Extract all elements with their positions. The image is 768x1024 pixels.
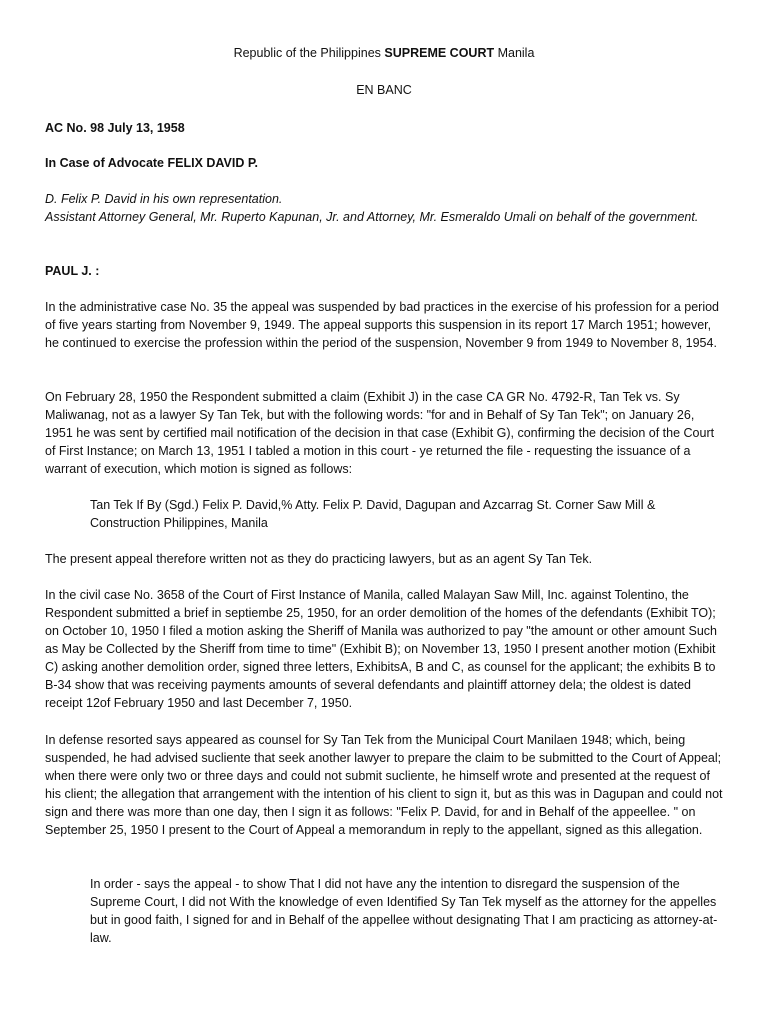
city-text: Manila	[494, 46, 535, 60]
appearance-government: Assistant Attorney General, Mr. Ruperto Kapunan, Jr. and Attorney, Mr. Esmeraldo Umali on behalf of the government.	[45, 210, 699, 224]
court-header	[0, 45, 768, 62]
appearance-respondent: D. Felix P. David in his own representation.	[45, 192, 283, 206]
block-quote-2: In order - says the appeal - to show That I did not have any the intention to disregard the suspension of the Supreme Court, I did not With the knowledge of even Identified Sy Tan Tek myself as the attorney for the appelles but in good faith, I signed for and in Behalf of the appellee without designating That I am practicing as attorney-at-law.	[90, 877, 718, 945]
paragraph-1: In the administrative case No. 35 the appeal was suspended by bad practices in the exercise of his profession for a period of five years starting from November 9, 1949. The appeal supports this suspension in its report 17 March 1951; however, he continued to exercise the profession within the period of the suspension, November 9 from 1949 to November 8, 1954.	[45, 300, 719, 350]
ponente: PAUL J. :	[45, 264, 100, 278]
republic-text: Republic of the Philippines	[233, 46, 385, 60]
paragraph-4: In the civil case No. 3658 of the Court of First Instance of Manila, called Malayan Saw Mill, Inc. against Tolentino, the Respondent submitted a brief in septiembe 25, 1950, for an order demolition of the homes of the defendants (Exhibit TO); on October 10, 1950 I filed a motion asking the Sheriff of Manila was authorized to pay "the amount or other amount Such as May be Collected by the Sheriff from time to time" (Exhibit B); on November 13, 1950 I present another motion (Exhibit C) asking another demolition order, signed three letters, ExhibitsA, B and C, as counsel for the applicant; the exhibits B to B-34 show that was receiving payments amounts of several defendants and plaintiff attorney dela; the oldest is dated receipt 12of February 1950 and last December 7, 1950.	[45, 588, 717, 710]
case-number-date: AC No. 98 July 13, 1958	[45, 121, 185, 135]
paragraph-3: The present appeal therefore written not as they do practicing lawyers, but as an agent Sy Tan Tek.	[45, 552, 593, 566]
appearances	[45, 190, 725, 226]
division-label: EN BANC	[356, 83, 412, 97]
court-name: SUPREME COURT	[384, 46, 495, 60]
case-title: In Case of Advocate FELIX DAVID P.	[45, 156, 259, 170]
paragraph-5: In defense resorted says appeared as counsel for Sy Tan Tek from the Municipal Court Manilaen 1948; which, being suspended, he had advised suclientе that seek another lawyer to prepare the claim to be submitted to the Court of Appeal; when there were only two or three days and could not submit suclientе, he himself wrote and presented at the request of his client; the allegation that arrangement with the intention of his client to sign it, but as this was in Dagupan and could not sign and there was more than one day, then I sign it as follows: "Felix P. David, for and in Behalf of the appeellee. " on September 25, 1950 I present to the Court of Appeal a memorandum in reply to the appellant, signed as this allegation.	[45, 733, 723, 837]
block-quote-1: Tan Tek If By (Sgd.) Felix P. David,% Atty. Felix P. David, Dagupan and Azcarrag St. Corner Saw Mill & Construction Philippines, Manila	[90, 498, 656, 530]
paragraph-2: On February 28, 1950 the Respondent submitted a claim (Exhibit J) in the case CA GR No. 4792-R, Tan Tek vs. Sy Maliwanag, not as a lawyer Sy Tan Tek, but with the following words: "for and in Behalf of Sy Tan Tek"; on January 26, 1951 he was sent by certified mail notification of the decision in that case (Exhibit G), confirming the decision of the Court of First Instance; on March 13, 1951 I tabled a motion in this court - ye returned the file - requesting the issuance of a warrant of execution, which motion is signed as follows:	[45, 390, 715, 476]
